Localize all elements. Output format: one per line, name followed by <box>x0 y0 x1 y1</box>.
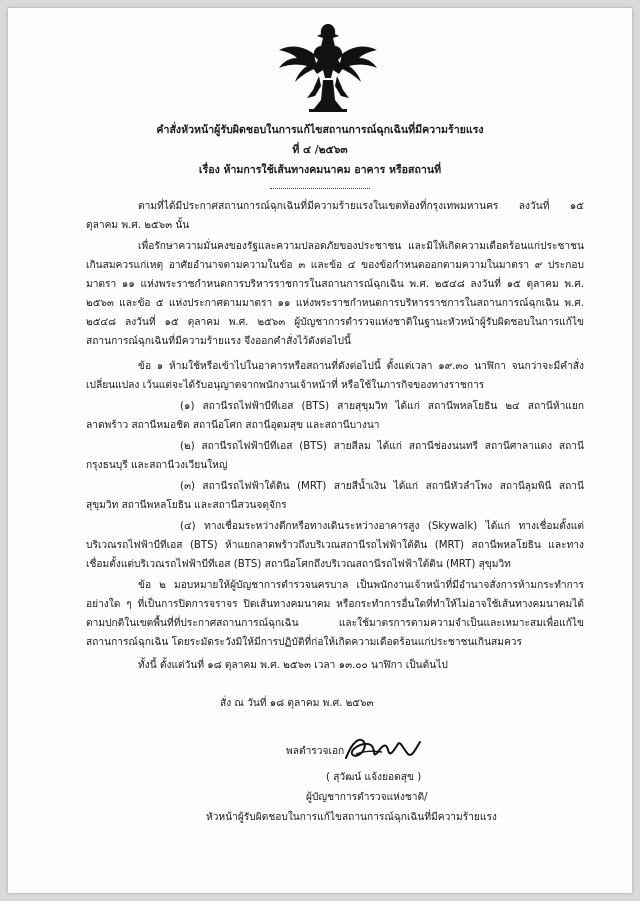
order-subject: เรื่อง ห้ามการใช้เส้นทางคมนาคม อาคาร หรือสถานที่ <box>198 164 442 176</box>
signer-rank: พลตำรวจเอก <box>286 746 345 757</box>
paragraph-authority: เพื่อรักษาความมั่นคงของรัฐและความปลอดภัยของประชาชน และมิให้เกิดความเดือดร้อนแก่ประชาชนเกินสมควรแก่เหตุ อาศัยอำนาจตามความในข้อ ๓ และข้อ ๔ ของข้อกำหนดออกตามความในมาตรา ๙ ประกอบมาตรา ๑๑ แห่งพระราชกำหนดการบริหารราชการในสถานการณ์ฉุกเฉิน พ.ศ. ๒๕๔๘ ลงวันที่ ๑๕ ตุลาคม พ.ศ. ๒๕๖๓ และข้อ ๕ แห่งประกาศตามมาตรา ๑๑ แห่งพระราชกำหนดการบริหารราชการในสถานการณ์ฉุกเฉิน พ.ศ. ๒๕๔๘ ลงวันที่ ๑๕ ตุลาคม พ.ศ. ๒๕๖๓ ผู้บัญชาการตำรวจแห่งชาติในฐานะหัวหน้าผู้รับผิดชอบในการแก้ไขสถานการณ์ฉุกเฉินที่มีความร้ายแรง จึงออกคำสั่งไว้ดังต่อไปนี้ <box>86 241 584 347</box>
document-page <box>8 8 632 893</box>
paragraph-clause-2: ข้อ ๒ มอบหมายให้ผู้บัญชาการตำรวจนครบาล เป็นพนักงานเจ้าหน้าที่มีอำนาจสั่งการห้ามกระทำการอย่างใด ๆ ที่เป็นการปิดการจราจร ปิดเส้นทางคมนาคม หรือกระทำการอื่นใดที่ทำให้ไม่อาจใช้เส้นทางคมนาคมได้ตามปกติในเขตพื้นที่ที่ประกาศสถานการณ์ฉุกเฉิน และใช้มาตรการตามความจำเป็นและเหมาะสมเพื่อแก้ไขสถานการณ์ฉุกเฉิน โดยระมัดระวังมิให้มีการปฏิบัติที่ก่อให้เกิดความเดือดร้อนแก่ประชาชนเกินสมควร <box>86 580 584 648</box>
garuda-emblem-icon <box>273 16 383 116</box>
paragraph-clause-1: ข้อ ๑ ห้ามใช้หรือเข้าไปในอาคารหรือสถานที่ดังต่อไปนี้ ตั้งแต่เวลา ๑๙.๓๐ นาฬิกา จนกว่าจะมีคำสั่งเปลี่ยนแปลง เว้นแต่จะได้รับอนุญาตจากพนักงานเจ้าหน้าที่ หรือใช้ในภารกิจของทางราชการ <box>86 361 584 391</box>
ordered-date: สั่ง ณ วันที่ ๑๘ ตุลาคม พ.ศ. ๒๕๖๓ <box>220 698 374 709</box>
signer-position-2: หัวหน้าผู้รับผิดชอบในการแก้ไขสถานการณ์ฉุกเฉินที่มีความร้ายแรง <box>206 812 497 823</box>
handwritten-signature <box>342 732 422 768</box>
list-item-3: (๓) สถานีรถไฟฟ้าใต้ดิน (MRT) สายสีน้ำเงิน ได้แก่ สถานีหัวลำโพง สถานีลุมพินี สถานีสุขุมวิท สถานีพหลโยธิน และสถานีสวนจตุจักร <box>86 481 584 511</box>
divider <box>270 188 370 189</box>
list-item-2: (๒) สถานีรถไฟฟ้าบีทีเอส (BTS) สายสีลม ได้แก่ สถานีช่องนนทรี สถานีศาลาแดง สถานีกรุงธนบุรี และสถานีวงเวียนใหญ่ <box>86 441 584 471</box>
effective-date: ทั้งนี้ ตั้งแต่วันที่ ๑๘ ตุลาคม พ.ศ. ๒๕๖๓ เวลา ๑๓.๐๐ นาฬิกา เป็นต้นไป <box>138 660 448 671</box>
signer-position-1: ผู้บัญชาการตำรวจแห่งชาติ/ <box>306 792 428 803</box>
list-item-1: (๑) สถานีรถไฟฟ้าบีทีเอส (BTS) สายสุขุมวิท ได้แก่ สถานีพหลโยธิน ๒๔ สถานีห้าแยกลาดพร้าว สถานีหมอชิต สถานีอโศก สถานีอุดมสุข และสถานีบางนา <box>86 401 584 431</box>
signer-name: ( สุวัฒน์ แจ้งยอดสุข ) <box>326 772 422 783</box>
order-title: คำสั่งหัวหน้าผู้รับผิดชอบในการแก้ไขสถานการณ์ฉุกเฉินที่มีความร้ายแรง <box>156 124 484 136</box>
order-number: ที่ ๔ /๒๕๖๓ <box>292 144 348 156</box>
paragraph-preamble: ตามที่ได้มีประกาศสถานการณ์ฉุกเฉินที่มีความร้ายแรงในเขตท้องที่กรุงเทพมหานคร ลงวันที่ ๑๕ ตุลาคม พ.ศ. ๒๕๖๓ นั้น <box>86 201 584 231</box>
list-item-4: (๔) ทางเชื่อมระหว่างตึกหรือทางเดินระหว่างอาคารสูง (Skywalk) ได้แก่ ทางเชื่อมตั้งแต่บริเวณรถไฟฟ้าบีทีเอส (BTS) ห้าแยกลาดพร้าวถึงบริเวณสถานีรถไฟฟ้าใต้ดิน (MRT) สถานีพหลโยธิน และทางเชื่อมตั้งแต่บริเวณรถไฟฟ้าบีทีเอส (BTS) สถานีอโศกถึงบริเวณสถานีรถไฟฟ้าใต้ดิน (MRT) สุขุมวิท <box>86 521 584 570</box>
